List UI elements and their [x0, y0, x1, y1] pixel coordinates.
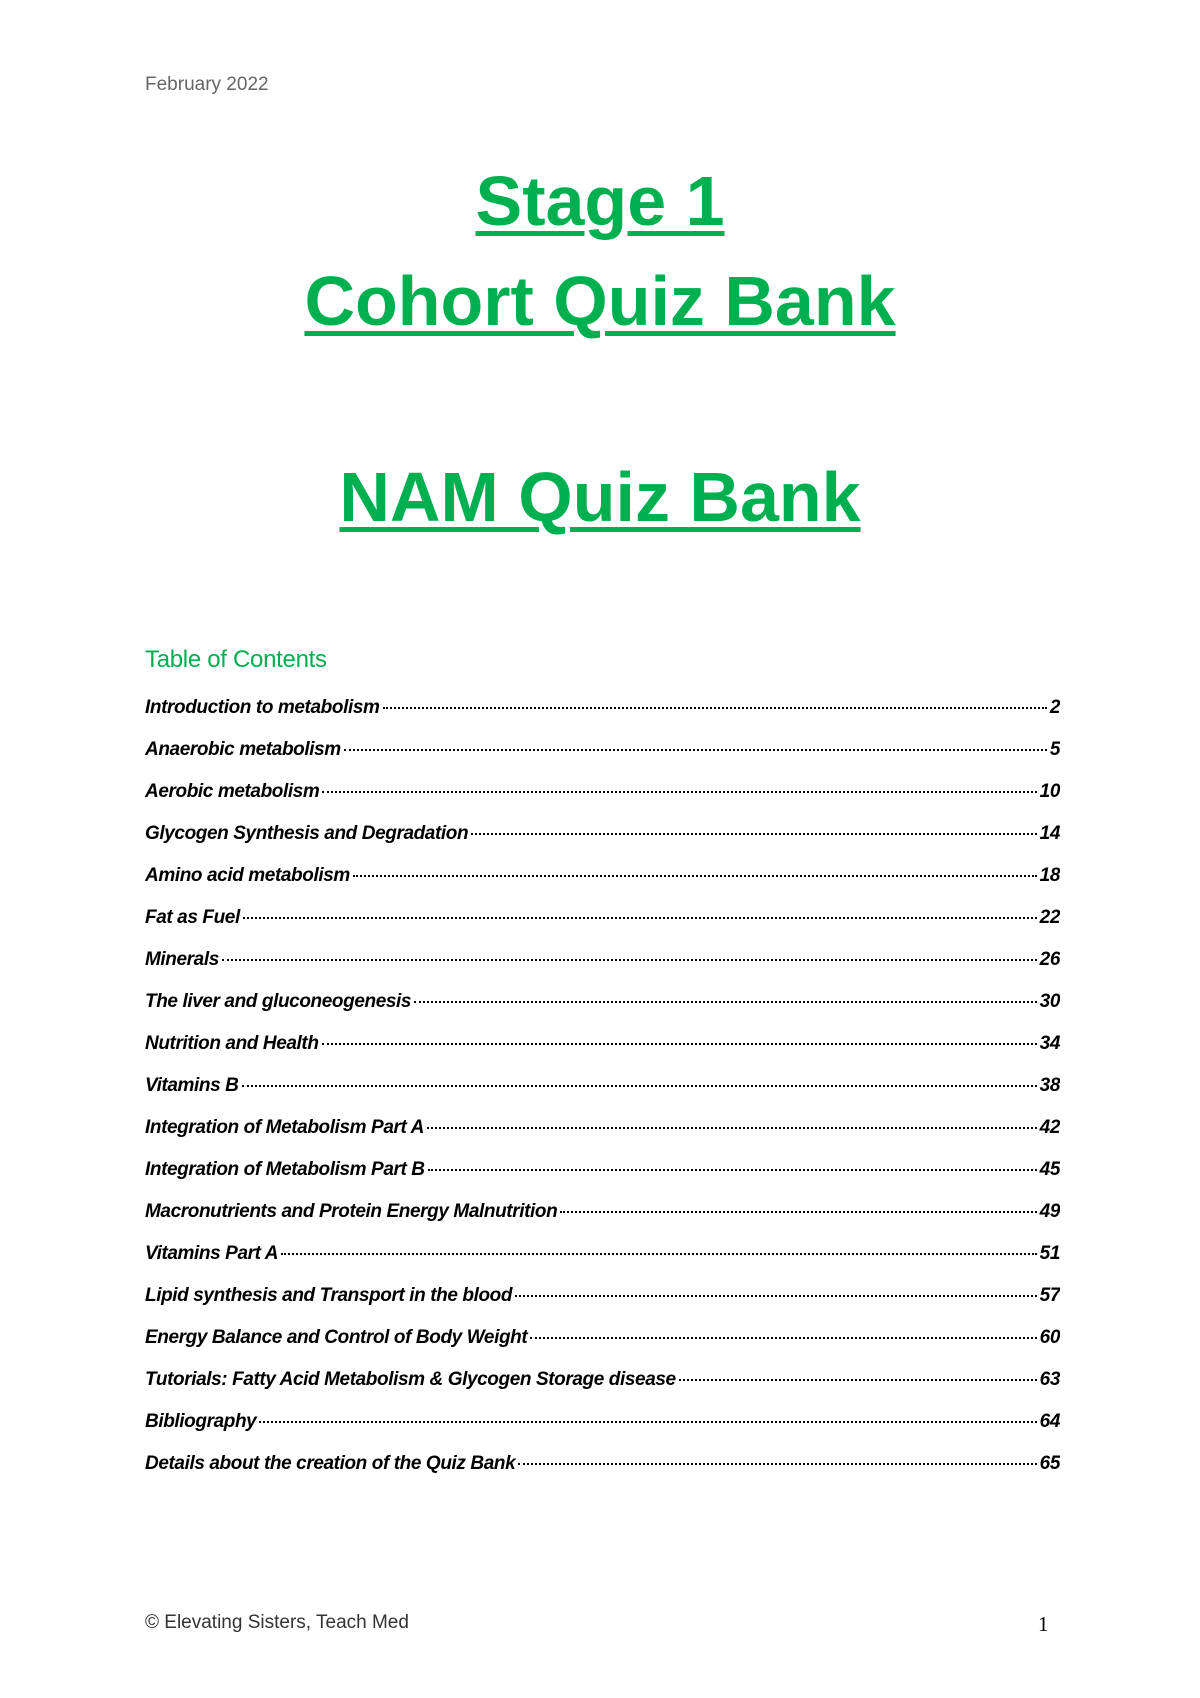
title-cohort-quiz-bank: Cohort Quiz Bank	[304, 262, 896, 340]
toc-entry[interactable]	[145, 1159, 1060, 1201]
title-stage: Stage 1	[475, 162, 725, 240]
toc-entry[interactable]	[145, 739, 1060, 781]
toc-entry-title: Vitamins Part A	[145, 1243, 279, 1264]
toc-entry-page: 2	[1049, 697, 1060, 718]
toc-entry-page: 51	[1039, 1243, 1060, 1264]
toc-entry[interactable]	[145, 1411, 1060, 1453]
toc-entry-page: 30	[1039, 991, 1060, 1012]
toc-dot-leader	[259, 1420, 1036, 1423]
toc-entry-page: 14	[1039, 823, 1060, 844]
toc-entry-title: Minerals	[145, 949, 219, 970]
header-date: February 2022	[145, 74, 269, 95]
toc-entry[interactable]	[145, 1285, 1060, 1327]
toc-entry-title: Anaerobic metabolism	[145, 739, 341, 760]
toc-entry-title: Details about the creation of the Quiz Bank	[145, 1453, 516, 1474]
toc-entry[interactable]	[145, 1453, 1060, 1495]
toc-entry[interactable]	[145, 1117, 1060, 1159]
toc-dot-leader	[515, 1294, 1037, 1297]
toc-entry[interactable]	[145, 865, 1060, 907]
toc-dot-leader	[530, 1336, 1036, 1339]
toc-dot-leader	[243, 916, 1037, 919]
toc-dot-leader	[222, 958, 1037, 961]
toc-entry-page: 49	[1039, 1201, 1060, 1222]
toc-entry-title: Integration of Metabolism Part B	[145, 1159, 425, 1180]
toc-dot-leader	[560, 1210, 1036, 1213]
toc-entry-title: Nutrition and Health	[145, 1033, 319, 1054]
toc-entry-title: Glycogen Synthesis and Degradation	[145, 823, 469, 844]
toc-entry[interactable]	[145, 1369, 1060, 1411]
toc-dot-leader	[428, 1168, 1037, 1171]
toc-entry[interactable]	[145, 1075, 1060, 1117]
toc-heading: Table of Contents	[145, 646, 327, 673]
toc-dot-leader	[344, 748, 1047, 751]
toc-entry[interactable]	[145, 697, 1060, 739]
toc-entry-title: Macronutrients and Protein Energy Malnutrition	[145, 1201, 558, 1222]
toc-entry-title: Bibliography	[145, 1411, 257, 1432]
toc-entry-title: Amino acid metabolism	[145, 865, 350, 886]
toc-entry-title: Introduction to metabolism	[145, 697, 380, 718]
toc-dot-leader	[414, 1000, 1037, 1003]
toc-dot-leader	[518, 1462, 1036, 1465]
toc-list	[145, 697, 1060, 1495]
toc-dot-leader	[383, 706, 1047, 709]
toc-entry-page: 5	[1049, 739, 1060, 760]
toc-entry-page: 26	[1039, 949, 1060, 970]
toc-entry-title: Energy Balance and Control of Body Weight	[145, 1327, 528, 1348]
toc-entry-title: The liver and gluconeogenesis	[145, 991, 412, 1012]
toc-dot-leader	[322, 790, 1036, 793]
toc-entry[interactable]	[145, 1327, 1060, 1369]
toc-entry-page: 18	[1039, 865, 1060, 886]
toc-entry[interactable]	[145, 1243, 1060, 1285]
footer-copyright: © Elevating Sisters, Teach Med	[145, 1612, 409, 1633]
toc-entry[interactable]	[145, 1033, 1060, 1075]
toc-dot-leader	[679, 1378, 1037, 1381]
toc-entry-page: 22	[1039, 907, 1060, 928]
toc-entry-page: 45	[1039, 1159, 1060, 1180]
toc-dot-leader	[427, 1126, 1037, 1129]
toc-dot-leader	[353, 874, 1037, 877]
toc-dot-leader	[471, 832, 1036, 835]
toc-entry[interactable]	[145, 907, 1060, 949]
toc-dot-leader	[281, 1252, 1037, 1255]
toc-entry-title: Fat as Fuel	[145, 907, 240, 928]
toc-entry-page: 42	[1039, 1117, 1060, 1138]
toc-entry[interactable]	[145, 991, 1060, 1033]
toc-entry-page: 65	[1039, 1453, 1060, 1474]
toc-entry-page: 10	[1039, 781, 1060, 802]
toc-dot-leader	[242, 1084, 1037, 1087]
toc-entry-page: 64	[1039, 1411, 1060, 1432]
toc-entry-page: 60	[1039, 1327, 1060, 1348]
toc-entry-title: Tutorials: Fatty Acid Metabolism & Glycogen Storage disease	[145, 1369, 676, 1390]
toc-entry[interactable]	[145, 1201, 1060, 1243]
toc-entry-page: 63	[1039, 1369, 1060, 1390]
toc-entry-title: Vitamins B	[145, 1075, 239, 1096]
toc-entry-title: Aerobic metabolism	[145, 781, 320, 802]
toc-entry-page: 34	[1039, 1033, 1060, 1054]
toc-entry[interactable]	[145, 949, 1060, 991]
toc-entry-page: 57	[1039, 1285, 1060, 1306]
toc-entry[interactable]	[145, 823, 1060, 865]
toc-dot-leader	[322, 1042, 1037, 1045]
footer-page-number: 1	[1038, 1612, 1049, 1636]
toc-entry-title: Integration of Metabolism Part A	[145, 1117, 424, 1138]
toc-entry[interactable]	[145, 781, 1060, 823]
toc-entry-page: 38	[1039, 1075, 1060, 1096]
toc-entry-title: Lipid synthesis and Transport in the blood	[145, 1285, 513, 1306]
title-nam-quiz-bank: NAM Quiz Bank	[339, 458, 861, 536]
